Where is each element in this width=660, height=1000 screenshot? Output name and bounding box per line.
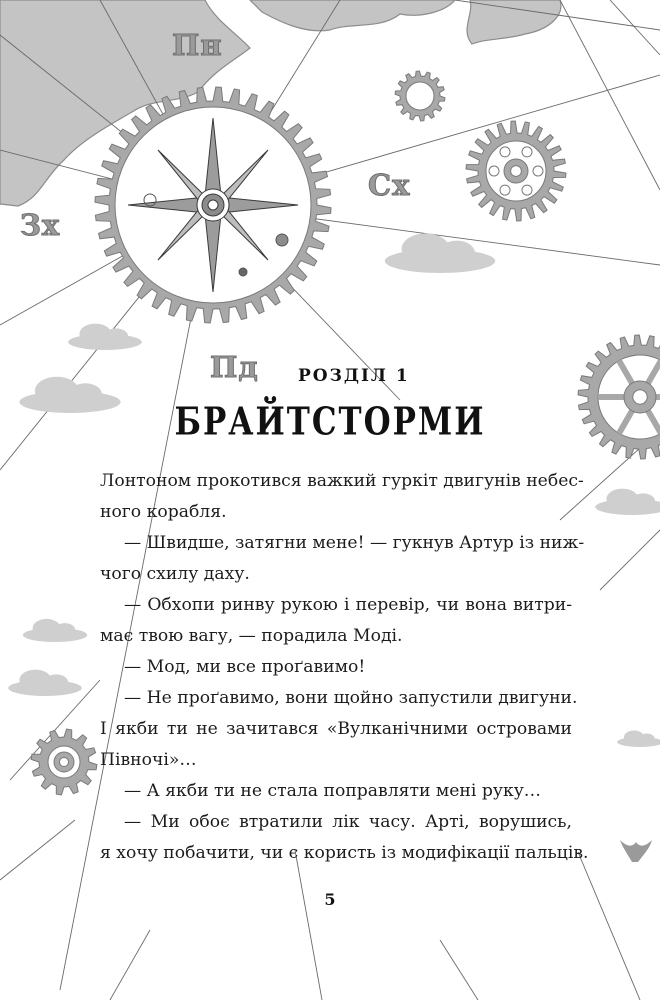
text-line: — Ми обоє втратили лік часу. Арті, ворушись,	[124, 812, 572, 832]
gear-hole	[500, 185, 510, 195]
chapter-title: БРАЙТСТОРМИ	[174, 399, 486, 445]
map-land-northeast	[467, 0, 561, 44]
gear-hole	[511, 166, 522, 177]
gear-inner-disc	[406, 82, 434, 110]
gear-hole	[522, 147, 532, 157]
left-gear	[31, 729, 97, 795]
chapter-label: РОЗДІЛ 1	[298, 366, 410, 386]
compass-south-label: Пд	[210, 350, 259, 384]
compass-north-label: Пн	[172, 28, 223, 62]
text-line: — Не проґавимо, вони щойно запустили двигуни.	[124, 688, 578, 708]
text-line: я хочу побачити, чи є користь із модифікації пальців.	[100, 843, 589, 863]
text-line: — Мод, ми все проґавимо!	[124, 657, 366, 677]
map-land-north	[250, 0, 455, 31]
gear-hole	[500, 147, 510, 157]
text-line: — Обхопи ринву рукою і перевір, чи вона витри-	[124, 595, 572, 615]
text-line: має твою вагу, — порадила Моді.	[100, 626, 403, 646]
body-text	[100, 466, 589, 869]
text-line: І якби ти не зачитався «Вулканічними островами	[100, 719, 572, 739]
text-line: Лонтоном прокотився важкий гуркіт двигунів небес-	[100, 471, 584, 491]
text-line: — Швидше, затягни мене! — гукнув Артур із ниж-	[124, 533, 585, 553]
gear-hole	[60, 758, 69, 767]
small-gear	[395, 71, 445, 121]
text-line: чого схилу даху.	[100, 564, 250, 584]
gear-hole	[489, 166, 499, 176]
compass-west-label: Зх	[20, 208, 61, 242]
text-line: Півночі»…	[100, 750, 197, 770]
spiked-gear	[466, 121, 566, 221]
compass-east-label: Сх	[368, 168, 411, 202]
text-line: — А якби ти не стала поправляти мені руку…	[124, 781, 541, 801]
gear-hole	[533, 166, 543, 176]
whale-tail-icon	[620, 840, 652, 862]
text-line: ного корабля.	[100, 502, 227, 522]
page-number: 5	[324, 890, 336, 909]
gear-hole	[522, 185, 532, 195]
